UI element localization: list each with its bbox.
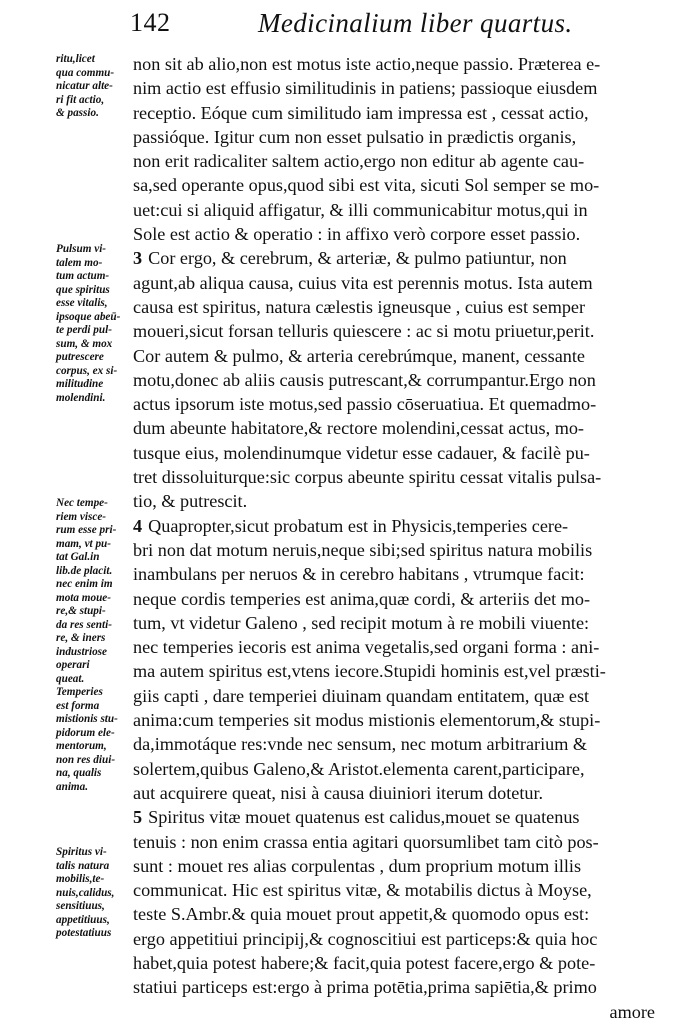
margin-note-line: sum, & mox [56,337,113,350]
page-number: 142 [130,8,171,37]
text-line: nec temperies iecoris est anima vegetalis,sed organi forma : ani- [133,637,600,658]
margin-note-line: putrescere [56,351,104,363]
margin-note-line: potestatiuus [56,927,112,939]
margin-note-line: operari [56,659,90,671]
margin-note-line: mota moue- [56,591,112,604]
paragraph-4 [133,514,661,806]
margin-note-line: ipsoque abeū- [56,310,121,323]
text-line: giis capti , dare temperiei diuinam quandam entitatem, quæ est [133,685,590,706]
text-line: ergo appetitiui principij,& cognoscitiui est particeps:& quia hoc [133,928,598,949]
margin-note-line: appetitiuus, [56,913,110,926]
margin-note-line: ritu,licet [56,53,95,65]
margin-note-line: mam, vt pu- [56,537,112,550]
margin-note-line: lib.de placit. [56,564,113,577]
margin-note-line: mistionis stu- [56,713,118,725]
margin-note-line: Pulsum vi- [56,243,107,255]
margin-note-line: na, qualis [56,767,102,779]
margin-note-line: qua commu- [56,66,115,79]
text-line-content: Spiritus vitæ mouet quatenus est calidus,mouet se quatenus [148,807,580,828]
text-line: bri non dat motum neruis,neque sibi;sed spiritus natura mobilis [133,539,593,560]
margin-note-line: mobilis,te- [56,873,105,885]
text-line: tret dissoluiturque:sic corpus abeunte spiritu cessat vitalis pulsa- [133,467,602,488]
text-line: causa est spiritus, natura cælestis igneusque , cuius est semper [133,296,586,317]
text-line [133,805,661,829]
text-line [133,246,661,270]
paragraph-number: 3 [133,248,143,269]
text-line: sa,sed operante opus,quod sibi est vita, sicuti Sol semper se mo- [133,175,600,196]
paragraph-number: 5 [133,807,143,828]
margin-note-line: nuis,calidus, [56,886,115,899]
margin-note-2 [56,243,130,405]
text-line: non sit ab alio,non est motus iste actio,neque passio. Præterea e- [133,54,601,74]
text-line: receptio. Eóque cum similitudo iam impressa est , cessat actio, [133,102,589,123]
margin-note-line: nec enim im [56,578,113,590]
text-line: moueri,sicut forsan telluris quiescere : ac si motu priuetur,perit. [133,321,595,342]
text-line: agunt,ab aliqua causa, cuius vita est perennis motus. Ista autem [133,272,593,293]
margin-note-line: tum actum- [56,270,110,282]
text-line: ma autem spiritus est,vtens iecore.Stupidi hominis est,vel præsti- [133,661,606,682]
paragraph-number: 4 [133,515,143,536]
margin-note-line: Nec tempe- [56,497,108,509]
paragraph-5 [133,805,661,1024]
text-line: statiui particeps est:ergo à prima potētia,prima sapiētia,& primo [133,977,597,998]
margin-note-1 [56,53,130,121]
margin-note-line: re, & iners [56,632,106,644]
text-line [133,514,661,538]
text-line: tenuis : non enim crassa entia agitari quorsumlibet tam citò pos- [133,831,599,852]
text-line: anima:cum temperies sit modus mistionis elementorum,& stupi- [133,710,601,731]
main-text [133,52,661,1024]
margin-note-line: rum esse pri- [56,524,117,536]
margin-note-line: te perdi pul- [56,324,112,336]
text-line-content: Cor ergo, & cerebrum, & arteriæ, & pulmo patiuntur, non [148,248,567,269]
margin-note-line: nicatur alte- [56,80,113,92]
margin-note-line: que spiritus [56,283,110,296]
text-line: neque cordis temperies est anima,quæ cordi, & arteriis det mo- [133,588,591,609]
page-header [0,4,700,44]
margin-note-line: re,& stupi- [56,605,106,617]
text-line: solertem,quibus Galeno,& Aristot.elementa carent,participare, [133,758,585,779]
margin-note-4 [56,846,130,941]
margin-note-line: Temperies [56,686,103,698]
text-line: inambulans per neruos & in cerebro habitans , vtrumque facit: [133,564,585,585]
margin-note-line: talem mo- [56,256,103,269]
text-line: sunt : mouet res alias corpulentas , dum proprium motum illis [133,855,582,876]
running-title: Medicinalium liber quartus. [258,8,573,38]
margin-note-line: non res diui- [56,753,116,766]
text-line: dum abeunte habitatore,& rectore molendini,cessat actus, mo- [133,418,584,439]
margin-note-line: da res senti- [56,618,112,631]
margin-note-line: pidorum ele- [56,726,115,739]
margin-note-line: corpus, ex si- [56,364,118,377]
paragraph-continued [133,52,661,246]
margin-note-line: talis natura [56,859,110,872]
text-line: non erit radicaliter saltem actio,ergo non editur ab agente cau- [133,151,585,172]
text-line-content: Quapropter,sicut probatum est in Physicis,temperies cere- [148,515,569,536]
text-line: teste S.Ambr.& quia mouet prout appetit,& quomodo opus est: [133,904,590,925]
text-line: Sole est actio & operatio : in affixo verò corpore esset passio. [133,224,581,245]
margin-note-line: tat Gal.in [56,551,100,563]
text-line: passióque. Igitur cum non esset pulsatio in prædictis organis, [133,126,577,147]
margin-note-line: anima. [56,780,89,793]
text-line: actus ipsorum iste motus,sed passio cōseruatiua. Et quemadmo- [133,394,597,415]
text-line: da,immotáque res:vnde nec sensum, nec motum arbitrarium & [133,734,588,755]
margin-note-line: queat. [56,672,85,685]
text-line: tusque eius, molendinumque videtur esse cadauer, & facilè pu- [133,442,590,463]
margin-note-line: militudine [56,378,104,390]
margin-note-line: est forma [56,699,100,712]
text-line: uet:cui si aliquid affigatur, & illi communicabitur motus,qui in [133,199,588,220]
margin-note-line: industriose [56,645,107,658]
margin-note-line: ri fit actio, [56,93,105,106]
paragraph-3 [133,246,661,513]
catchword: amore [609,1001,655,1022]
text-line: tio, & putrescit. [133,491,248,512]
margin-note-line: riem visce- [56,510,107,523]
margin-note-line: & passio. [56,107,99,119]
margin-note-line: esse vitalis, [56,297,108,309]
margin-note-line: sensitiuus, [56,900,105,912]
margin-note-line: molendini. [56,391,106,404]
margin-note-line: mentorum, [56,740,107,752]
text-line: tum, vt videtur Galeno , sed recipit motum à re mobili viuente: [133,612,590,633]
text-line: Cor autem & pulmo, & arteria cerebrúmque, manent, cessante [133,345,585,366]
text-line: aut acquirere queat, nisi à causa diuiniori iterum dotetur. [133,782,544,803]
text-line: habet,quia potest habere;& facit,quia potest facere,ergo & pote- [133,952,596,973]
text-line: motu,donec ab aliis causis putrescant,& corrumpantur.Ergo non [133,369,596,390]
margin-note-3 [56,497,130,794]
margin-note-line: Spiritus vi- [56,846,107,858]
text-line: communicat. Hic est spiritus vitæ, & motabilis dictus à Moyse, [133,880,592,901]
text-line: nim actio est effusio similitudinis in patiens; passioque eiusdem [133,78,598,99]
